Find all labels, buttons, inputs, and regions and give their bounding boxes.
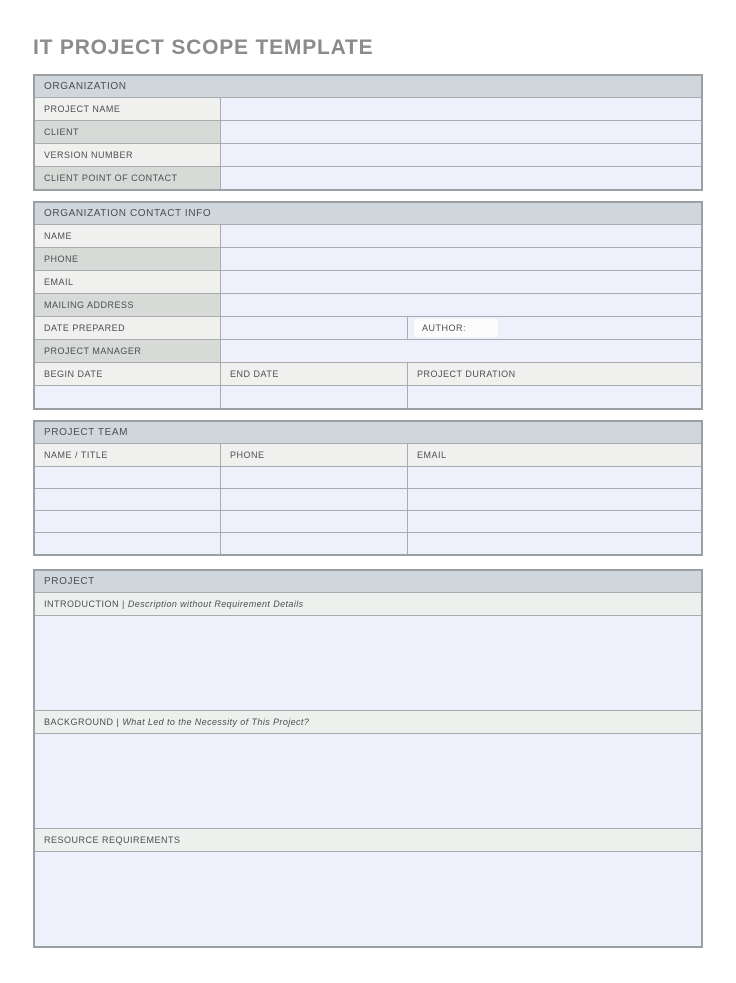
label-email: EMAIL bbox=[35, 271, 220, 293]
background-label: BACKGROUND bbox=[44, 717, 114, 727]
introduction-label-row bbox=[35, 592, 701, 615]
label-client: CLIENT bbox=[35, 121, 220, 143]
team-row bbox=[35, 466, 701, 488]
input-team-name[interactable] bbox=[35, 511, 220, 532]
table-row bbox=[35, 385, 701, 408]
contact-info-section bbox=[33, 201, 703, 410]
input-team-name[interactable] bbox=[35, 533, 220, 554]
project-section-header: PROJECT bbox=[35, 571, 701, 592]
organization-section-header: ORGANIZATION bbox=[35, 76, 701, 97]
project-team-section bbox=[33, 420, 703, 556]
organization-section bbox=[33, 74, 703, 191]
label-client-point-of-contact: CLIENT POINT OF CONTACT bbox=[35, 167, 220, 189]
team-row bbox=[35, 488, 701, 510]
column-header-email: EMAIL bbox=[407, 444, 701, 466]
input-team-name[interactable] bbox=[35, 467, 220, 488]
resource-requirements-label: RESOURCE REQUIREMENTS bbox=[44, 835, 181, 845]
input-introduction[interactable] bbox=[35, 615, 701, 710]
table-row bbox=[35, 166, 701, 189]
column-header-phone: PHONE bbox=[220, 444, 407, 466]
input-name[interactable] bbox=[220, 225, 701, 247]
label-name: NAME bbox=[35, 225, 220, 247]
table-row bbox=[35, 362, 701, 385]
table-row bbox=[35, 293, 701, 316]
input-resource-requirements[interactable] bbox=[35, 851, 701, 946]
input-mailing-address[interactable] bbox=[220, 294, 701, 316]
label-end-date: END DATE bbox=[220, 363, 407, 385]
column-header-name-title: NAME / TITLE bbox=[35, 444, 220, 466]
input-project-name[interactable] bbox=[220, 98, 701, 120]
input-end-date[interactable] bbox=[220, 386, 407, 408]
input-team-email[interactable] bbox=[407, 467, 701, 488]
table-header-row bbox=[35, 443, 701, 466]
input-team-email[interactable] bbox=[407, 511, 701, 532]
project-section bbox=[33, 569, 703, 948]
input-client[interactable] bbox=[220, 121, 701, 143]
label-date-prepared: DATE PREPARED bbox=[35, 317, 220, 339]
label-mailing-address: MAILING ADDRESS bbox=[35, 294, 220, 316]
page-title: IT PROJECT SCOPE TEMPLATE bbox=[33, 36, 374, 59]
input-background[interactable] bbox=[35, 733, 701, 828]
table-row bbox=[35, 247, 701, 270]
author-label: AUTHOR: bbox=[414, 319, 498, 337]
table-row bbox=[35, 270, 701, 293]
input-version-number[interactable] bbox=[220, 144, 701, 166]
input-begin-date[interactable] bbox=[35, 386, 220, 408]
table-row bbox=[35, 339, 701, 362]
contact-info-section-header: ORGANIZATION CONTACT INFO bbox=[35, 203, 701, 224]
introduction-label: INTRODUCTION bbox=[44, 599, 119, 609]
table-row bbox=[35, 316, 701, 339]
input-phone[interactable] bbox=[220, 248, 701, 270]
input-team-phone[interactable] bbox=[220, 467, 407, 488]
label-project-manager: PROJECT MANAGER bbox=[35, 340, 220, 362]
input-project-manager[interactable] bbox=[220, 340, 701, 362]
background-subtitle: What Led to the Necessity of This Project? bbox=[122, 717, 310, 727]
input-date-prepared[interactable] bbox=[220, 317, 407, 339]
input-team-email[interactable] bbox=[407, 489, 701, 510]
input-client-point-of-contact[interactable] bbox=[220, 167, 701, 189]
table-row bbox=[35, 97, 701, 120]
input-team-email[interactable] bbox=[407, 533, 701, 554]
introduction-subtitle: Description without Requirement Details bbox=[127, 599, 304, 609]
team-row bbox=[35, 510, 701, 532]
resource-requirements-label-row bbox=[35, 828, 701, 851]
team-row bbox=[35, 532, 701, 554]
input-team-phone[interactable] bbox=[220, 511, 407, 532]
label-begin-date: BEGIN DATE bbox=[35, 363, 220, 385]
input-team-name[interactable] bbox=[35, 489, 220, 510]
input-team-phone[interactable] bbox=[220, 489, 407, 510]
introduction-divider: | bbox=[119, 599, 128, 609]
label-project-duration: PROJECT DURATION bbox=[407, 363, 701, 385]
table-row bbox=[35, 143, 701, 166]
project-team-section-header: PROJECT TEAM bbox=[35, 422, 701, 443]
background-divider: | bbox=[113, 717, 123, 727]
label-phone: PHONE bbox=[35, 248, 220, 270]
table-row bbox=[35, 224, 701, 247]
label-version-number: VERSION NUMBER bbox=[35, 144, 220, 166]
label-project-name: PROJECT NAME bbox=[35, 98, 220, 120]
author-cell[interactable] bbox=[407, 317, 701, 339]
input-team-phone[interactable] bbox=[220, 533, 407, 554]
input-email[interactable] bbox=[220, 271, 701, 293]
table-row bbox=[35, 120, 701, 143]
input-project-duration[interactable] bbox=[407, 386, 701, 408]
background-label-row bbox=[35, 710, 701, 733]
